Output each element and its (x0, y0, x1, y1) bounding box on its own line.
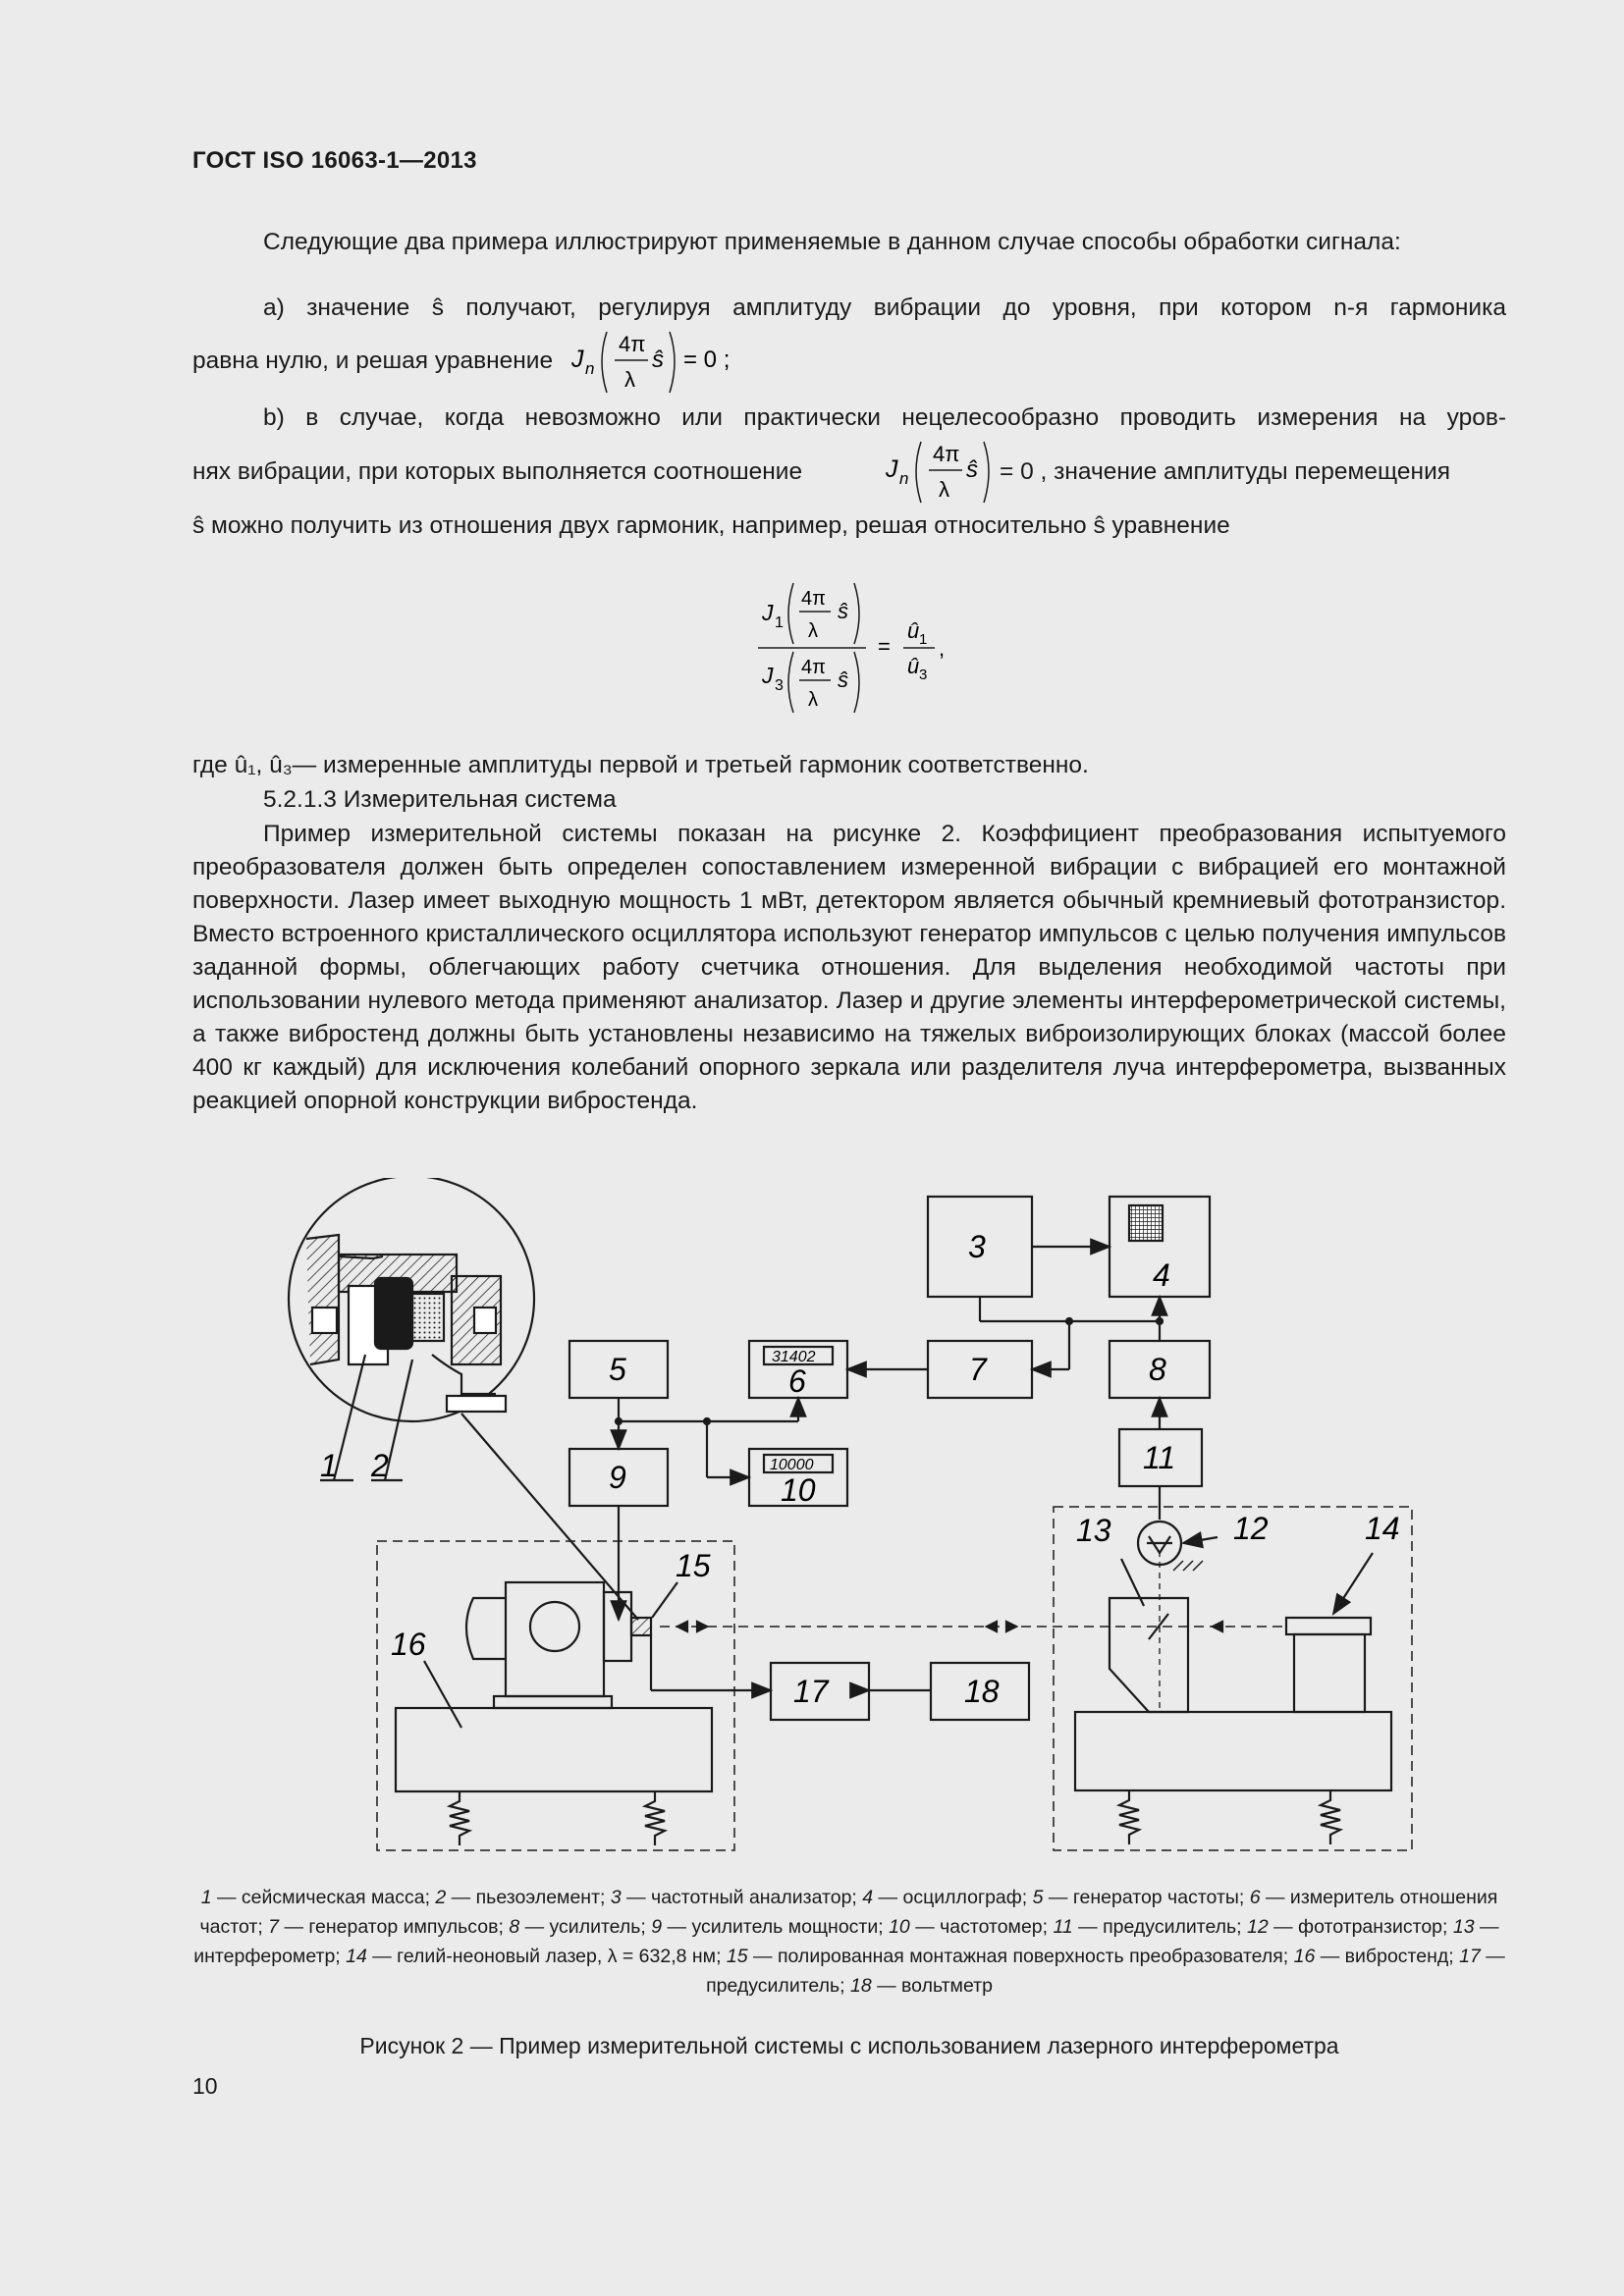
figure-legend (192, 1883, 1506, 2001)
where-line: где û₁, û₃— измеренные амплитуды первой и третьей гармоник соответственно. (192, 752, 1089, 778)
label-16: 16 (391, 1627, 426, 1662)
legend-number: 3 (610, 1887, 622, 1908)
legend-number: 13 (1452, 1916, 1475, 1938)
label-12: 12 (1233, 1511, 1269, 1546)
ratio-num-4pi: 4π (801, 588, 826, 610)
svg-text:=: = (878, 634, 891, 659)
legend-text: — предусилитель; (1072, 1916, 1248, 1938)
ratio-num-lambda: λ (808, 620, 818, 642)
legend-item (850, 1975, 993, 1997)
legend-item (1294, 1946, 1459, 1967)
legend-text: — усилитель мощности; (662, 1916, 890, 1938)
label-18: 18 (964, 1674, 1000, 1709)
svg-text:n: n (899, 469, 909, 488)
legend-number: 9 (651, 1916, 663, 1938)
legend-item (346, 1946, 727, 1967)
document-header: ГОСТ ISO 16063-1—2013 (192, 147, 477, 174)
legend-item (727, 1946, 1294, 1967)
figure-title: Рисунок 2 — Пример измерительной системы с использованием лазерного интерферометра (359, 2033, 1339, 2058)
legend-item (651, 1916, 889, 1938)
legend-text: — вольтметр (871, 1975, 993, 1997)
legend-item (611, 1887, 862, 1908)
label-6: 6 (788, 1363, 806, 1399)
item-b-line1: b) в случае, когда невозможно или практически нецелесообразно проводить измерения на уров- (263, 404, 1506, 431)
svg-text:1: 1 (919, 631, 928, 648)
legend-number: 4 (862, 1887, 874, 1908)
label-5: 5 (609, 1352, 626, 1387)
legend-item (509, 1916, 651, 1938)
legend-text: — генератор частоты; (1043, 1887, 1250, 1908)
formula-a-denominator: λ (624, 367, 635, 392)
label-10: 10 (781, 1472, 816, 1508)
item-b-line2-tail: = 0 , значение амплитуды перемещения (1000, 458, 1451, 485)
laser-body (1294, 1634, 1365, 1712)
legend-number: 17 (1459, 1946, 1481, 1967)
legend-text: — вибростенд; (1315, 1946, 1460, 1967)
svg-text:3: 3 (775, 677, 784, 694)
formula-a-numerator: 4π (619, 332, 646, 356)
ratio-den-s: ŝ (838, 667, 848, 692)
legend-item (889, 1916, 1053, 1938)
ratio-num-s: ŝ (838, 599, 848, 623)
vibration-exciter-base (396, 1708, 712, 1791)
label-7: 7 (969, 1352, 987, 1387)
label-3: 3 (968, 1229, 986, 1264)
label-9: 9 (609, 1460, 626, 1495)
legend-number: 7 (268, 1916, 280, 1938)
legend-item (862, 1887, 1032, 1908)
svg-text:3: 3 (919, 667, 928, 683)
legend-item (1033, 1887, 1250, 1908)
legend-text: — генератор импульсов; (279, 1916, 510, 1938)
item-b-line3: ŝ можно получить из отношения двух гармоник, например, решая относительно ŝ уравнение (192, 512, 1230, 539)
legend-text: — полированная монтажная поверхность преобразователя; (747, 1946, 1294, 1967)
label-1: 1 (320, 1448, 338, 1483)
ratio-den-lambda: λ (808, 689, 818, 711)
svg-text:1: 1 (775, 614, 784, 631)
body-paragraph: Пример измерительной системы показан на рисунке 2. Коэффициент преобразования испытуемого преобразователя должен быть определен сопоставлением измеренной вибрации с вибрацией его монтажной поверхности. Лазер имеет выходную мощность 1 мВт, детектором является обычный кремниевый фототранзистор. Вместо встроенного кристаллического осциллятора используют генератор импульсов с целью получения импульсов заданной формы, облегчающих работу счетчика отношения. Для выделения необходимой частоты при использовании нулевого метода применяют анализатор. Лазер и другие элементы интерферометрической системы, а также вибростенд должны быть установлены независимо на тяжелых виброизолирующих блоках (массой более 400 кг каждый) для исключения колебаний опорного зеркала или разделителя луча интерферометра, вызванных реакцией опорной конструкции вибростенда. (192, 821, 1506, 1114)
figure-2-diagram (0, 1178, 1624, 1865)
svg-text:,: , (939, 636, 946, 661)
label-14: 14 (1365, 1511, 1400, 1546)
legend-text: — фототранзистор; (1268, 1916, 1453, 1938)
svg-text:J: J (762, 600, 774, 625)
legend-item (1054, 1916, 1248, 1938)
item-b-line2: нях вибрации, при которых выполняется соотношение (192, 458, 803, 485)
interferometer-enclosure (1054, 1507, 1412, 1850)
legend-number: 2 (435, 1887, 447, 1908)
legend-text: — предусилитель; (706, 1946, 1505, 1997)
svg-text:J: J (571, 346, 584, 373)
formula-b-numerator: 4π (933, 442, 960, 466)
formula-a (568, 322, 823, 400)
ratio-den-4pi: 4π (801, 657, 826, 678)
laser-head (1286, 1618, 1371, 1634)
display-10: 10000 (770, 1457, 814, 1473)
legend-text: — интерферометр; (193, 1916, 1499, 1967)
svg-text:û: û (907, 618, 920, 643)
formula-b-s: ŝ (966, 456, 978, 483)
legend-item (268, 1916, 509, 1938)
legend-number: 1 (200, 1887, 212, 1908)
label-8: 8 (1149, 1352, 1166, 1387)
legend-number: 18 (850, 1975, 872, 1997)
legend-number: 14 (346, 1946, 367, 1967)
legend-number: 16 (1293, 1946, 1316, 1967)
display-6: 31402 (772, 1349, 816, 1365)
interferometer-body (1110, 1598, 1188, 1712)
inset-detail (289, 1178, 534, 1421)
formula-a-s: ŝ (652, 347, 664, 373)
item-a-line2: равна нулю, и решая уравнение (192, 347, 554, 374)
legend-text: — измеритель отношения частот; (199, 1887, 1498, 1938)
interferometer-base (1075, 1712, 1391, 1790)
legend-number: 5 (1032, 1887, 1044, 1908)
vibration-exciter-body (506, 1582, 604, 1696)
formula-ratio (746, 579, 982, 722)
svg-text:n: n (585, 359, 595, 378)
formula-b-denominator: λ (939, 477, 949, 502)
item-a-line1: а) значение ŝ получают, регулируя амплитуду вибрации до уровня, при котором n-я гармоника (263, 294, 1506, 321)
svg-text:û: û (907, 654, 920, 678)
legend-number: 12 (1247, 1916, 1269, 1938)
legend-number: 10 (889, 1916, 910, 1938)
legend-number: 11 (1053, 1916, 1073, 1938)
legend-number: 6 (1249, 1887, 1261, 1908)
legend-item (1247, 1916, 1453, 1938)
legend-text: — сейсмическая масса; (211, 1887, 436, 1908)
formula-a-tail: = 0 ; (683, 347, 731, 373)
legend-text: — частотомер; (909, 1916, 1054, 1938)
section-heading: 5.2.1.3 Измерительная система (263, 786, 617, 813)
legend-text: — усилитель; (519, 1916, 652, 1938)
intro-paragraph: Следующие два примера иллюстрируют применяемые в данном случае способы обработки сигнала: (263, 229, 1401, 255)
label-13: 13 (1076, 1513, 1111, 1548)
legend-text: — пьезоэлемент; (446, 1887, 611, 1908)
legend-number: 8 (509, 1916, 520, 1938)
legend-number: 15 (726, 1946, 748, 1967)
legend-item (201, 1887, 436, 1908)
svg-text:J: J (762, 663, 774, 688)
legend-item (435, 1887, 610, 1908)
label-11: 11 (1143, 1440, 1176, 1475)
legend-text: — гелий-неоновый лазер, λ = 632,8 нм; (366, 1946, 727, 1967)
page-number: 10 (192, 2073, 218, 2099)
legend-text: — частотный анализатор; (621, 1887, 863, 1908)
label-15: 15 (676, 1548, 711, 1583)
legend-text: — осциллограф; (873, 1887, 1033, 1908)
svg-text:J: J (886, 455, 898, 483)
label-2: 2 (371, 1448, 389, 1483)
label-4: 4 (1153, 1257, 1170, 1293)
label-17: 17 (793, 1674, 829, 1709)
